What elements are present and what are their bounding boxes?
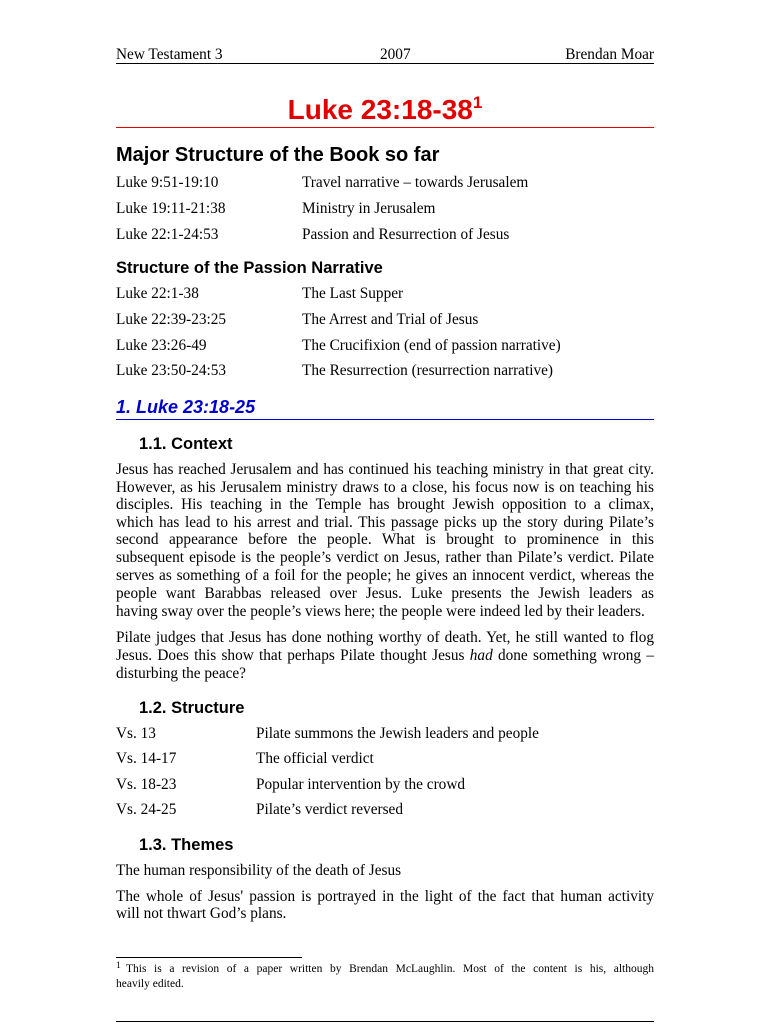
table-row xyxy=(116,285,654,303)
emphasis-text: had xyxy=(469,647,493,664)
paragraph-line: second appearance before the people. What is brought to prominence in this xyxy=(116,531,654,548)
section-rule xyxy=(116,419,654,420)
title-rule xyxy=(116,127,654,128)
page-header xyxy=(116,46,654,64)
paragraph-line: people want Barabbas released over Jesus. Luke presents the Jewish leaders as xyxy=(116,585,654,602)
paragraph-line: However, as his Jerusalem ministry draws to a close, his focus now is on teaching his xyxy=(116,479,654,496)
paragraph-line: The human responsibility of the death of Jesus xyxy=(116,862,402,879)
header-rule xyxy=(116,63,654,64)
footnote-line xyxy=(116,962,654,977)
table-row xyxy=(116,776,654,794)
row-ref: Vs. 13 xyxy=(116,725,156,742)
row-ref: Luke 23:26-49 xyxy=(116,337,207,354)
row-ref: Luke 19:11-21:38 xyxy=(116,200,226,217)
table-row xyxy=(116,226,654,244)
paragraph-line: subsequent episode is the people’s verdict on Jesus, rather than Pilate’s verdict. Pilate xyxy=(116,549,654,566)
paragraph-line: serves as something of a foil for the people; he gives an innocent verdict, whereas the xyxy=(116,567,654,584)
title-footnote-ref: 1 xyxy=(472,93,483,112)
row-ref: Luke 22:39-23:25 xyxy=(116,311,227,328)
row-ref: Vs. 14-17 xyxy=(116,750,177,767)
table-row xyxy=(116,200,654,218)
paragraph-line xyxy=(116,647,654,665)
row-ref: Vs. 18-23 xyxy=(116,776,177,793)
row-ref: Luke 22:1-24:53 xyxy=(116,226,219,243)
paragraph-line: disciples. His teaching in the Temple has brought Jewish opposition to a climax, xyxy=(116,496,654,513)
row-desc: The Arrest and Trial of Jesus xyxy=(302,311,479,328)
table-row xyxy=(116,362,654,380)
section-heading: 1. Luke 23:18-25 xyxy=(116,397,256,417)
row-desc: The Resurrection (resurrection narrative) xyxy=(302,362,554,379)
row-desc: The Crucifixion (end of passion narrative) xyxy=(302,337,561,354)
paragraph-line: will not thwart God’s plans. xyxy=(116,905,287,922)
text-run: Jesus. Does this show that perhaps Pilate thought Jesus xyxy=(116,647,470,664)
footnote-line: heavily edited. xyxy=(116,978,184,990)
footnote-text: This is a revision of a paper written by Brendan McLaughlin. Most of the content is his, although xyxy=(126,963,654,975)
row-desc: The Last Supper xyxy=(302,285,404,302)
passion-structure-heading: Structure of the Passion Narrative xyxy=(116,259,383,277)
row-ref: Luke 23:50-24:53 xyxy=(116,362,227,379)
paragraph-line: Pilate judges that Jesus has done nothing worthy of death. Yet, he still wanted to flog xyxy=(116,629,654,646)
header-year: 2007 xyxy=(380,46,411,63)
table-row xyxy=(116,174,654,192)
header-author: Brendan Moar xyxy=(565,46,654,63)
table-row xyxy=(116,750,654,768)
row-desc: Travel narrative – towards Jerusalem xyxy=(302,174,529,191)
paragraph-line: The whole of Jesus' passion is portrayed in the light of the fact that human activity xyxy=(116,888,654,905)
row-desc: Pilate’s verdict reversed xyxy=(256,801,403,818)
row-desc: Pilate summons the Jewish leaders and people xyxy=(256,725,539,742)
themes-heading: 1.3. Themes xyxy=(139,836,234,854)
paragraph-line: which has lead to his arrest and trial. This passage picks up the story during Pilate’s xyxy=(116,514,654,531)
row-desc: Popular intervention by the crowd xyxy=(256,776,466,793)
title-text: Luke 23:18-38 xyxy=(287,94,473,125)
row-ref: Vs. 24-25 xyxy=(116,801,177,818)
row-desc: The official verdict xyxy=(256,750,374,767)
table-row xyxy=(116,311,654,329)
text-run: done something wrong – xyxy=(492,647,654,664)
major-structure-heading: Major Structure of the Book so far xyxy=(116,144,440,166)
structure-heading: 1.2. Structure xyxy=(139,699,245,717)
table-row xyxy=(116,725,654,743)
footnote-marker: 1 xyxy=(116,961,121,971)
context-heading: 1.1. Context xyxy=(139,435,233,453)
row-desc: Ministry in Jerusalem xyxy=(302,200,436,217)
page-title xyxy=(116,93,654,127)
footer-rule xyxy=(116,1021,654,1022)
paragraph-line: disturbing the peace? xyxy=(116,665,246,682)
footnote-rule xyxy=(116,957,302,958)
row-desc: Passion and Resurrection of Jesus xyxy=(302,226,510,243)
paragraph-line: Jesus has reached Jerusalem and has continued his teaching ministry in that great city. xyxy=(116,461,654,478)
table-row xyxy=(116,337,654,355)
table-row xyxy=(116,801,654,819)
header-course: New Testament 3 xyxy=(116,46,223,63)
row-ref: Luke 22:1-38 xyxy=(116,285,199,302)
paragraph-line: having sway over the people’s views here; the people were indeed led by their leaders. xyxy=(116,603,645,620)
row-ref: Luke 9:51-19:10 xyxy=(116,174,219,191)
